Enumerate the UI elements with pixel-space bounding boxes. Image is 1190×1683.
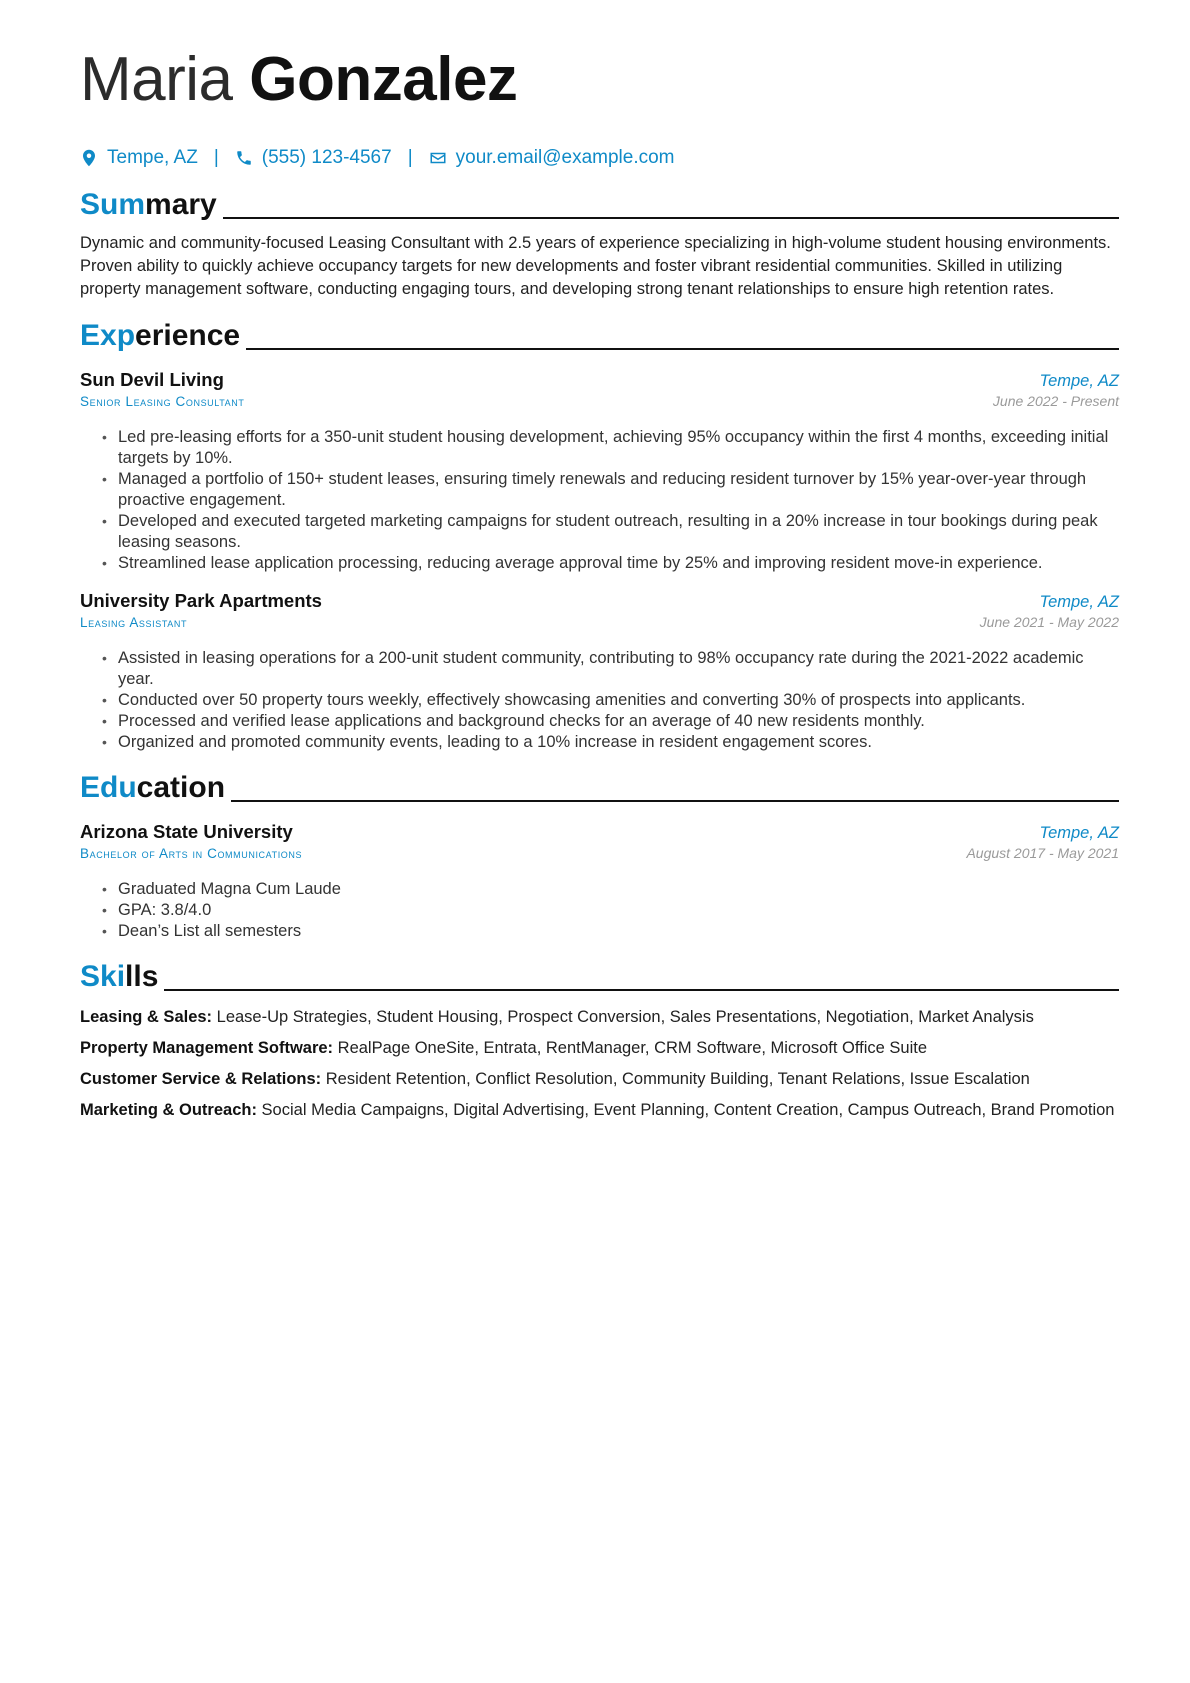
list-item: • Developed and executed targeted marketing campaigns for student outreach, resulting in a 20% increase in tour bookings during peak leasing seasons. (80, 511, 1119, 553)
school-location: Tempe, AZ (1039, 824, 1119, 842)
section-divider (164, 989, 1119, 991)
list-item: • Streamlined lease application processing, reducing average approval time by 25% and improving resident move-in experience. (80, 553, 1119, 574)
section-title (80, 188, 217, 222)
phone-text[interactable]: (555) 123-4567 (261, 147, 392, 168)
skill-values: RealPage OneSite, Entrata, RentManager, CRM Software, Microsoft Office Suite (337, 1039, 928, 1057)
job-entry (80, 369, 1119, 574)
education-dates: August 2017 - May 2021 (966, 845, 1119, 861)
title-highlight: Edu (80, 771, 137, 804)
job-location: Tempe, AZ (1039, 593, 1119, 611)
skills-list (80, 1006, 1119, 1121)
education-entry (80, 821, 1119, 942)
first-name: Maria (80, 45, 233, 114)
skill-category: Leasing & Sales: (80, 1008, 213, 1026)
skill-category: Property Management Software: (80, 1039, 334, 1057)
skill-category: Customer Service & Relations: (80, 1070, 322, 1088)
education-heading (80, 767, 1119, 805)
skill-values: Social Media Campaigns, Digital Advertising, Event Planning, Content Creation, Campus Outreach, Brand Promotion (261, 1101, 1115, 1119)
job-entry (80, 590, 1119, 753)
degree-title: Bachelor of Arts in Communications (80, 846, 303, 861)
envelope-icon (429, 149, 447, 167)
section-title (80, 771, 225, 805)
skill-row (80, 1006, 1119, 1028)
job-dates: June 2021 - May 2022 (979, 614, 1119, 630)
job-location: Tempe, AZ (1039, 372, 1119, 390)
title-rest: cation (136, 771, 226, 804)
section-title (80, 319, 240, 353)
skill-category: Marketing & Outreach: (80, 1101, 257, 1119)
job-bullets (80, 427, 1119, 574)
section-divider (223, 217, 1119, 219)
title-highlight: Ski (80, 960, 126, 993)
job-title: Leasing Assistant (80, 615, 188, 630)
contact-email[interactable] (429, 147, 675, 169)
title-highlight: Exp (80, 319, 136, 352)
section-divider (246, 348, 1119, 350)
contact-phone[interactable] (235, 147, 392, 169)
contact-bar (80, 146, 1119, 170)
education-bullets (80, 879, 1119, 942)
location-text: Tempe, AZ (107, 147, 198, 168)
skill-row (80, 1037, 1119, 1059)
list-item: • Managed a portfolio of 150+ student leases, ensuring timely renewals and reducing resident turnover by 15% year-over-year through proactive engagement. (80, 469, 1119, 511)
candidate-name (80, 40, 1119, 120)
section-divider (231, 800, 1119, 802)
job-title: Senior Leasing Consultant (80, 394, 245, 409)
list-item: • Organized and promoted community events, leading to a 10% increase in resident engagement scores. (80, 732, 1119, 753)
list-item: • Graduated Magna Cum Laude (80, 879, 1119, 900)
phone-icon (235, 149, 253, 167)
summary-heading (80, 184, 1119, 222)
contact-separator: | (407, 147, 413, 168)
section-title (80, 960, 158, 994)
title-highlight: Sum (80, 188, 146, 221)
email-link[interactable]: your.email@example.com (455, 147, 675, 168)
skills-heading (80, 956, 1119, 994)
contact-separator: | (213, 147, 219, 168)
contact-location (80, 147, 198, 169)
skill-row (80, 1068, 1119, 1090)
list-item: • Processed and verified lease applications and background checks for an average of 40 new residents monthly. (80, 711, 1119, 732)
last-name: Gonzalez (249, 45, 518, 114)
skill-values: Resident Retention, Conflict Resolution, Community Building, Tenant Relations, Issue Escalation (325, 1070, 1030, 1088)
list-item: • Dean’s List all semesters (80, 921, 1119, 942)
list-item: • GPA: 3.8/4.0 (80, 900, 1119, 921)
company-name: University Park Apartments (80, 590, 322, 611)
title-rest: mary (145, 188, 217, 221)
job-bullets (80, 648, 1119, 753)
list-item: • Led pre-leasing efforts for a 350-unit student housing development, achieving 95% occupancy within the first 4 months, exceeding initial targets by 10%. (80, 427, 1119, 469)
experience-heading (80, 315, 1119, 353)
company-name: Sun Devil Living (80, 369, 224, 390)
skill-values: Lease-Up Strategies, Student Housing, Prospect Conversion, Sales Presentations, Negotiation, Market Analysis (216, 1008, 1034, 1026)
list-item: • Assisted in leasing operations for a 200-unit student community, contributing to 98% occupancy rate during the 2021-2022 academic year. (80, 648, 1119, 690)
summary-text: Dynamic and community-focused Leasing Consultant with 2.5 years of experience specializing in high-volume student housing environments. Proven ability to quickly achieve occupancy targets for new developments and foster vibrant residential communities. Skilled in utilizing property management software, conducting engaging tours, and developing strong tenant relationships to ensure high retention rates. (80, 234, 1111, 298)
title-rest: erience (135, 319, 241, 352)
job-dates: June 2022 - Present (992, 393, 1119, 409)
title-rest: lls (125, 960, 159, 993)
map-marker-icon (80, 149, 98, 167)
skill-row (80, 1099, 1119, 1121)
list-item: • Conducted over 50 property tours weekly, effectively showcasing amenities and converting 30% of prospects into applicants. (80, 690, 1119, 711)
school-name: Arizona State University (80, 821, 293, 842)
